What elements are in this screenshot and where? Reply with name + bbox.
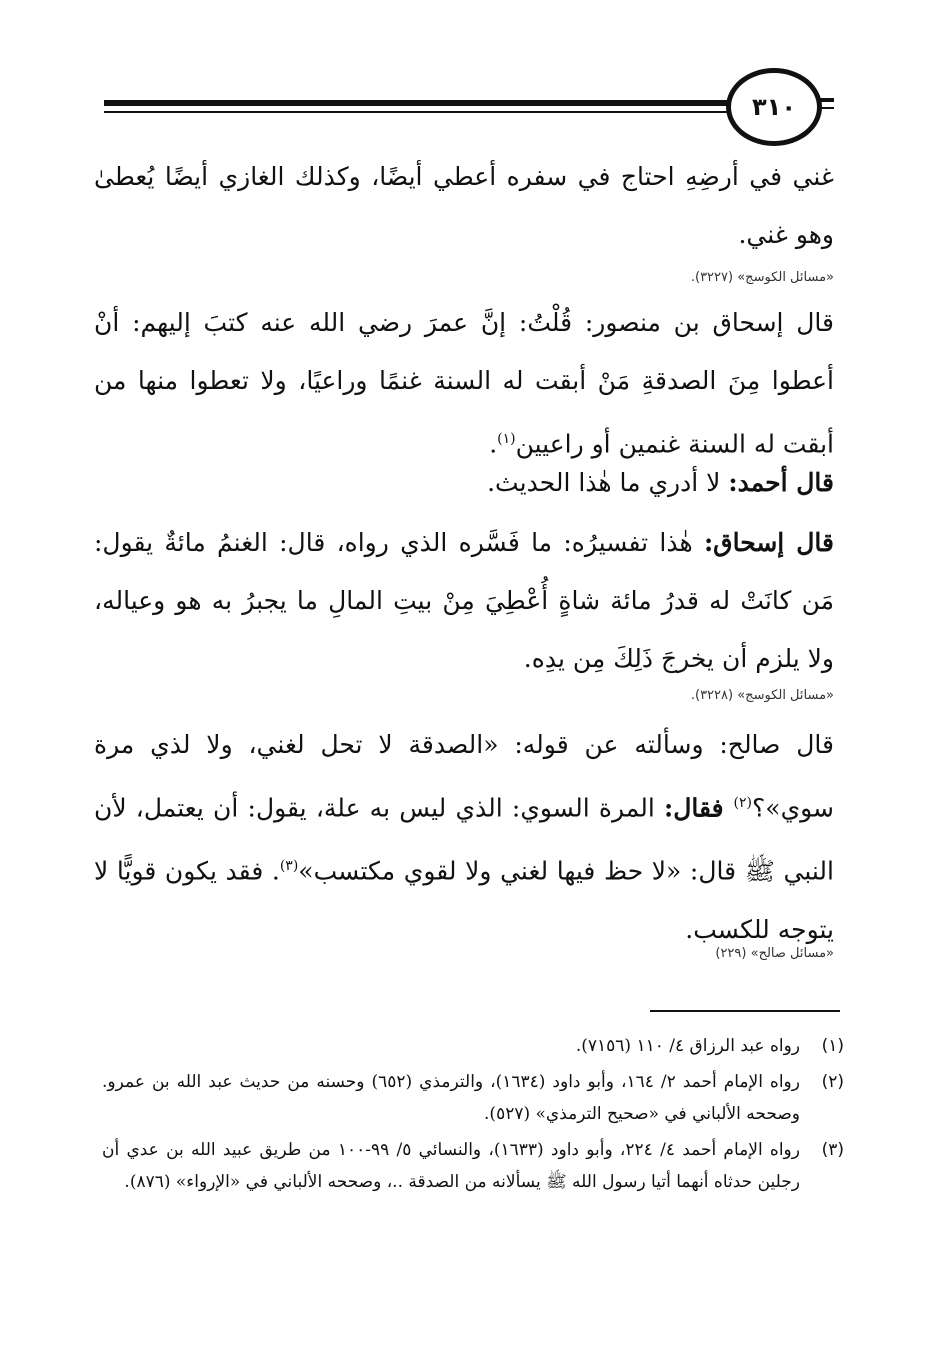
paragraph-1: غني في أرضِهِ احتاج في سفره أعطي أيضًا، وكذلك الغازي أيضًا يُعطىٰ وهو غني. xyxy=(94,162,834,249)
paragraph-5-part-a: قال صالح: وسألته عن قوله: «الصدقة لا تحل لغني، ولا لذي مرة سوي»؟ xyxy=(94,730,834,823)
footnote-separator xyxy=(650,1010,840,1012)
footnote-3-number: (٣) xyxy=(821,1140,844,1160)
speaker-ishaq: قال إسحاق: xyxy=(703,528,834,557)
source-citation-2: «مسائل الكوسج» (٣٢٢٨). xyxy=(690,688,834,703)
speaker-ahmad: قال أحمد: xyxy=(728,468,834,497)
source-1-block xyxy=(94,268,834,288)
paragraph-5-part-c: . فقد يكون قويًّا لا يتوجه للكسب. xyxy=(94,856,834,944)
footnote-ref-2: (٢) xyxy=(733,795,752,811)
footnote-ref-1: (١) xyxy=(497,431,516,447)
source-3-block xyxy=(94,944,834,964)
paragraph-4-text: هٰذا تفسيرُه: ما فَسَّره الذي رواه، قال: الغنمُ مائةٌ يقول: مَن كانَتْ له قدرُ مائة شاةٍ أُعْطِيَ مِنْ بيتِ المالِ ما يجبرُ به هو وعياله، ولا يلزم أن يخرجَ ذَلِكَ مِن يدِه. xyxy=(94,528,834,673)
paragraph-3 xyxy=(94,454,834,512)
footnote-3 xyxy=(102,1134,844,1198)
paragraph-5-block xyxy=(94,716,834,959)
footnote-1-text: رواه عبد الرزاق ٤/ ١١٠ (٧١٥٦). xyxy=(575,1036,800,1056)
paragraph-3-block xyxy=(94,454,834,512)
paragraph-1-block xyxy=(94,148,834,264)
paragraph-3-text: لا أدري ما هٰذا الحديث. xyxy=(487,468,729,497)
footnote-2-number: (٢) xyxy=(821,1072,844,1092)
speaker-faqal: فقال: xyxy=(663,793,734,823)
footnote-1 xyxy=(102,1030,844,1062)
paragraph-4-block xyxy=(94,514,834,688)
paragraph-2 xyxy=(94,294,834,473)
source-citation-1: «مسائل الكوسج» (٣٢٢٧). xyxy=(690,270,834,285)
source-2-block xyxy=(94,686,834,706)
footnote-2 xyxy=(102,1066,844,1130)
paragraph-4 xyxy=(94,514,834,688)
paragraph-2-block xyxy=(94,294,834,473)
footnote-3-text: رواه الإمام أحمد ٤/ ٢٢٤، وأبو داود (١٦٣٣)، والنسائي ٥/ ٩٩-١٠٠ من طريق عبيد الله بن عدي أن رجلين حدثاه أنهما أتيا رسول الله ﷺ يسألانه من الصدقة ..، وصححه الألباني في «الإرواء» (٨٧٦). xyxy=(102,1140,800,1192)
footnotes xyxy=(102,1030,844,1202)
paragraph-2-text: قال إسحاق بن منصور: قُلْتُ: إنَّ عمرَ رضي الله عنه كتبَ إليهم: أنْ أعطوا مِنَ الصدقةِ مَنْ أبقت له السنة غنمًا وراعيًا، ولا تعطوا منها من أبقت له السنة غنمين أو راعيين xyxy=(94,308,834,459)
page-number: ٣١٠ xyxy=(726,68,822,146)
paragraph-5-part-b: المرة السوي: الذي ليس به علة، يقول: أن يعتمل، لأن النبي ﷺ قال: «لا حظ فيها لغني ولا لقوي مكتسب» xyxy=(94,793,834,886)
footnote-1-number: (١) xyxy=(821,1036,844,1056)
footnote-ref-3: (٣) xyxy=(279,858,299,875)
source-citation-3: «مسائل صالح» (٢٢٩) xyxy=(715,946,834,961)
header-rule-thin xyxy=(104,111,728,113)
header-rule-thick xyxy=(104,100,728,106)
paragraph-2-end: . xyxy=(489,429,498,459)
paragraph-5 xyxy=(94,716,834,959)
footnote-2-text: رواه الإمام أحمد ٢/ ١٦٤، وأبو داود (١٦٣٤)، والترمذي (٦٥٢) وحسنه من حديث عبد الله بن عمرو. وصححه الألباني في «صحيح الترمذي» (٥٢٧). xyxy=(102,1072,800,1124)
